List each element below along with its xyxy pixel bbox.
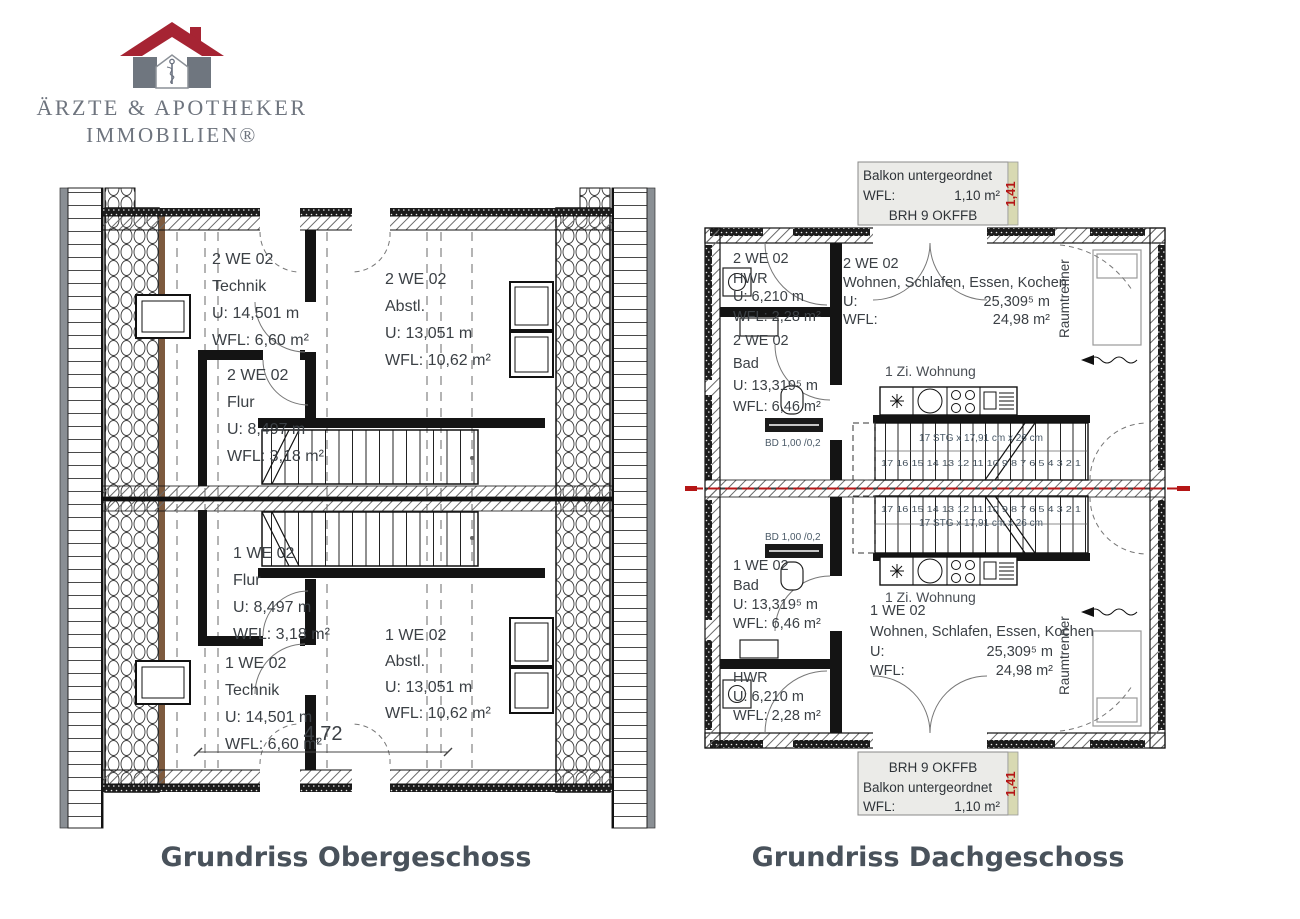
room-unit: 2 WE 02 <box>212 251 274 268</box>
fan-icon <box>890 564 904 578</box>
bathtub-label: BD 1,00 /0,2 <box>765 532 821 543</box>
room-u: U: 13,319⁵ m <box>733 378 818 394</box>
logo-text-line1: ÄRZTE & APOTHEKER <box>36 95 308 120</box>
stairs-spec: 17 STG x 17,91 cm x 26 cm <box>919 518 1043 529</box>
roof <box>120 22 224 56</box>
room-label-wohnen-2we02 <box>843 256 1067 328</box>
room-unit: 2 WE 02 <box>733 251 789 267</box>
room-u-value: 25,309⁵ m <box>983 294 1050 310</box>
terrace-door-arc-left-b <box>873 676 930 733</box>
room-u: U: 6,210 m <box>733 289 804 305</box>
room-u-label: U: <box>843 294 858 310</box>
room-unit: 1 WE 02 <box>225 655 287 672</box>
window-left-top <box>136 295 190 338</box>
window-left-bottom <box>136 661 190 704</box>
room-u: U: 13,319⁵ m <box>733 597 818 613</box>
room-label-hwr-1we02 <box>733 670 821 724</box>
room-name: Flur <box>233 572 261 589</box>
room-label-technik-2we02 <box>212 251 310 349</box>
room-wfl-value: 24,98 m² <box>995 663 1053 679</box>
room-name: Wohnen, Schlafen, Essen, Kochen <box>870 624 1094 640</box>
zi-wohnung-label-bottom: 1 Zi. Wohnung <box>885 589 976 605</box>
stairs-1we02 <box>853 496 1090 561</box>
unit-entry-arc-bottom <box>1090 497 1147 554</box>
room-u: U: 13,051 m <box>385 679 473 696</box>
balcony-label: Balkon untergeordnet <box>863 780 993 795</box>
room-name: Abstl. <box>385 298 426 315</box>
room-name: Bad <box>733 578 759 594</box>
room-name: Wohnen, Schlafen, Essen, Kochen <box>843 275 1067 291</box>
entry-door-arc-1we02b <box>352 724 390 764</box>
room-wfl: WFL: 6,60 m² <box>225 736 322 753</box>
caption-dachgeschoss: Grundriss Dachgeschoss <box>751 842 1125 873</box>
room-wfl: WFL: 3,18 m² <box>233 626 330 643</box>
fan-icon <box>890 394 904 408</box>
terrace-door-arc-right-b <box>930 676 987 733</box>
entry-door-arc-2we02b <box>352 232 390 272</box>
balcony-wfl-label: WFL: <box>863 799 896 814</box>
room-wfl-label: WFL: <box>843 312 878 328</box>
zi-wohnung-label-top: 1 Zi. Wohnung <box>885 363 976 379</box>
room-u: U: 8,497 m <box>227 421 306 438</box>
logo-text-line2: IMMOBILIEN® <box>86 123 258 147</box>
room-label-bad-1we02 <box>733 558 821 632</box>
wavy-arrow-bottom <box>1081 607 1137 617</box>
balcony-brh: BRH 9 OKFFB <box>888 760 978 775</box>
balcony-dim: 1,41 <box>1003 771 1018 797</box>
stair-step-numbers: 17 16 15 14 13 12 11 10 9 8 7 6 5 4 3 2 1 <box>881 459 1082 468</box>
room-wfl: WFL: 6,46 m² <box>733 399 821 415</box>
raumtrenner-label-top: Raumtrenner <box>1057 259 1072 338</box>
room-name: HWR <box>733 271 768 287</box>
house-left-wall <box>133 57 157 88</box>
room-name: Technik <box>225 682 280 699</box>
window-right-bottom <box>510 618 553 713</box>
unit-entry-arc-top <box>1090 423 1147 480</box>
room-wfl: WFL: 6,46 m² <box>733 616 821 632</box>
caption-obergeschoss: Grundriss Obergeschoss <box>160 842 532 873</box>
room-name: HWR <box>733 670 768 686</box>
room-u: U: 14,501 m <box>212 305 300 322</box>
room-u: U: 13,051 m <box>385 325 473 342</box>
house-icon <box>120 22 224 88</box>
room-wfl: WFL: 10,62 m² <box>385 352 491 369</box>
balcony-top <box>858 162 1018 225</box>
exterior-wall-top <box>103 206 612 272</box>
logo <box>22 10 322 157</box>
floorplan-obergeschoss <box>55 180 660 840</box>
exterior-wall-bottom <box>103 724 612 794</box>
balcony-wfl-value: 1,10 m² <box>954 188 1000 203</box>
window-right-top <box>510 282 553 377</box>
floorplan-dachgeschoss <box>685 150 1190 825</box>
roof-eaves-left <box>60 188 103 828</box>
dimension-value: 4,72 <box>303 723 343 745</box>
room-unit: 1 WE 02 <box>385 627 447 644</box>
stairs-2we02 <box>853 415 1090 480</box>
balcony-brh: BRH 9 OKFFB <box>888 208 978 223</box>
stair-step-numbers: 17 16 15 14 13 12 11 10 9 8 7 6 5 4 3 2 1 <box>881 505 1082 514</box>
room-u-value: 25,309⁵ m <box>986 644 1053 660</box>
room-label-abstl-2we02 <box>385 271 491 369</box>
room-name: Technik <box>212 278 267 295</box>
raumtrenner-label-bottom: Raumtrenner <box>1057 616 1072 695</box>
room-name: Bad <box>733 356 759 372</box>
balcony-label: Balkon untergeordnet <box>863 168 993 183</box>
room-unit: 2 WE 02 <box>733 333 789 349</box>
room-label-bad-2we02 <box>733 333 821 415</box>
room-unit: 1 WE 02 <box>870 603 926 619</box>
balcony-wfl-label: WFL: <box>863 188 896 203</box>
room-wfl: WFL: 3,18 m² <box>227 448 324 465</box>
kitchen-2we02 <box>880 387 1017 415</box>
room-wfl: WFL: 6,60 m² <box>212 332 309 349</box>
room-u: U: 14,501 m <box>225 709 313 726</box>
bed-1we02 <box>1093 631 1141 726</box>
room-unit: 2 WE 02 <box>385 271 447 288</box>
stairs-spec: 17 STG x 17,91 cm x 26 cm <box>919 433 1043 444</box>
room-wfl: WFL: 10,62 m² <box>385 705 491 722</box>
room-unit: 1 WE 02 <box>733 558 789 574</box>
vanity-icon <box>740 640 778 658</box>
logo-graphic <box>22 10 322 152</box>
wavy-arrow-top <box>1081 355 1137 365</box>
insulation-block-top-right <box>580 188 610 208</box>
room-wfl-value: 24,98 m² <box>992 312 1050 328</box>
room-label-abstl-1we02 <box>385 627 491 722</box>
balcony-dim: 1,41 <box>1003 181 1018 207</box>
room-wfl: WFL: 2,28 m² <box>733 708 821 724</box>
room-wfl-label: WFL: <box>870 663 905 679</box>
room-u: U: 8,497 m <box>233 599 312 616</box>
party-wall <box>103 486 612 511</box>
bathtub-label: BD 1,00 /0,2 <box>765 438 821 449</box>
room-u: U: 6,210 m <box>733 689 804 705</box>
room-name: Flur <box>227 394 255 411</box>
kitchen-1we02 <box>880 557 1017 585</box>
balcony-bottom <box>858 752 1018 815</box>
room-u-label: U: <box>870 644 885 660</box>
balcony-wfl-value: 1,10 m² <box>954 799 1000 814</box>
roof-eaves-right <box>612 188 655 828</box>
room-wfl: WFL: 2,28 m² <box>733 309 821 325</box>
stairs-1we02 <box>262 512 478 566</box>
room-unit: 1 WE 02 <box>233 545 295 562</box>
terrace-door-arc-right <box>930 243 987 300</box>
room-unit: 2 WE 02 <box>843 256 899 272</box>
bed-2we02 <box>1093 250 1141 345</box>
house-right-wall <box>187 57 211 88</box>
room-name: Abstl. <box>385 653 426 670</box>
insulation-block-top-left <box>105 188 135 208</box>
room-unit: 2 WE 02 <box>227 367 289 384</box>
